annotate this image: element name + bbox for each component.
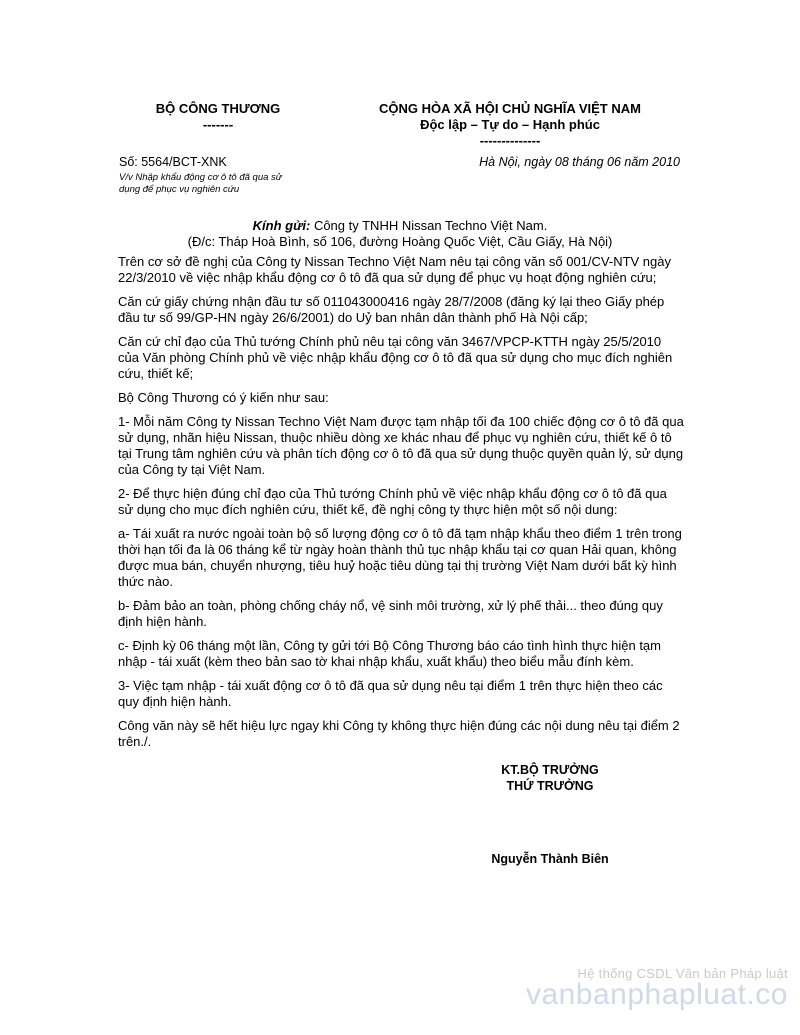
document-subject bbox=[119, 172, 319, 196]
signature-position-1: KT.BỘ TRƯỞNG bbox=[501, 763, 599, 777]
national-motto: Độc lập – Tự do – Hạnh phúc bbox=[420, 117, 600, 132]
national-header bbox=[360, 101, 660, 149]
motto-separator: -------------- bbox=[479, 133, 541, 148]
recipient-name: Công ty TNHH Nissan Techno Việt Nam. bbox=[310, 218, 548, 233]
body-paragraph: Bộ Công Thương có ý kiến như sau: bbox=[118, 390, 329, 405]
watermark-caption: Hệ thống CSDL Văn bản Pháp luật bbox=[577, 966, 788, 981]
body-paragraph: Trên cơ sở đề nghị của Công ty Nissan Techno Việt Nam nêu tại công văn số 001/CV-NTV ngày 22/3/2010 về việc nhập khẩu động cơ ô tô đã qua sử dụng để phục vụ hoạt động nghiên cứu; bbox=[118, 254, 671, 285]
document-body bbox=[118, 254, 684, 758]
country-name: CỘNG HÒA XÃ HỘI CHỦ NGHĨA VIỆT NAM bbox=[379, 101, 641, 116]
place-date: Hà Nội, ngày 08 tháng 06 năm 2010 bbox=[479, 155, 680, 169]
agency-header bbox=[138, 101, 298, 133]
watermark-site: vanbanphapluat.co bbox=[525, 978, 788, 1011]
recipient-block bbox=[110, 218, 690, 250]
recipient-line bbox=[110, 218, 690, 234]
body-paragraph: 2- Để thực hiện đúng chỉ đạo của Thủ tướng Chính phủ về việc nhập khẩu động cơ ô tô đã qua sử dụng cho mục đích nghiên cứu, thiết kế, đề nghị công ty thực hiện một số nội dung: bbox=[118, 486, 667, 517]
body-paragraph: c- Định kỳ 06 tháng một lần, Công ty gửi tới Bộ Công Thương báo cáo tình hình thực hiện tạm nhập - tái xuất (kèm theo bản sao tờ khai nhập khẩu, xuất khẩu) theo biểu mẫu đính kèm. bbox=[118, 638, 661, 669]
signer-name: Nguyễn Thành Biên bbox=[491, 852, 609, 866]
recipient-address: (Đ/c: Tháp Hoà Bình, số 106, đường Hoàng Quốc Việt, Cầu Giấy, Hà Nội) bbox=[187, 234, 613, 249]
signature-position-2: THỨ TRƯỞNG bbox=[506, 779, 594, 793]
agency-name: BỘ CÔNG THƯƠNG bbox=[155, 101, 281, 116]
body-paragraph: 1- Mỗi năm Công ty Nissan Techno Việt Nam được tạm nhập tối đa 100 chiếc động cơ ô tô đã qua sử dụng, nhãn hiệu Nissan, thuộc nhiều dòng xe khác nhau để phục vụ nghiên cứu, thiết kế ô tô tại Trung tâm nghiên cứu và phân tích động cơ ô tô đã qua sử dụng thuộc quyền quản lý, sử dụng của Công ty tại Việt Nam. bbox=[118, 414, 684, 477]
body-paragraph: Căn cứ giấy chứng nhận đầu tư số 011043000416 ngày 28/7/2008 (đăng ký lại theo Giấy phép đầu tư số 99/GP-HN ngày 26/6/2001) do Uỷ ban nhân dân thành phố Hà Nội cấp; bbox=[118, 294, 665, 325]
recipient-label: Kính gửi: bbox=[252, 218, 311, 233]
body-paragraph: a- Tái xuất ra nước ngoài toàn bộ số lượng động cơ ô tô đã tạm nhập khẩu theo điểm 1 trên trong thời hạn tối đa là 06 tháng kể từ ngày hoàn thành thủ tục nhập khẩu tại cơ quan Hải quan, không được mua bán, chuyển nhượng, tiêu huỷ hoặc tiêu dùng tại thị trường Việt Nam dưới bất kỳ hình thức nào. bbox=[118, 526, 682, 589]
body-paragraph: Công văn này sẽ hết hiệu lực ngay khi Công ty không thực hiện đúng các nội dung nêu tại điểm 2 trên./. bbox=[118, 718, 680, 749]
subject-line-1: V/v Nhập khẩu động cơ ô tô đã qua sử bbox=[119, 172, 282, 183]
body-paragraph: b- Đảm bảo an toàn, phòng chống cháy nổ, vệ sinh môi trường, xử lý phế thải... theo đúng quy định hiện hành. bbox=[118, 598, 663, 629]
agency-separator: ------- bbox=[202, 117, 234, 132]
subject-line-2: dụng để phục vụ nghiên cứu bbox=[119, 184, 240, 195]
body-paragraph: 3- Việc tạm nhập - tái xuất động cơ ô tô đã qua sử dụng nêu tại điểm 1 trên thực hiện theo các quy định hiện hành. bbox=[118, 678, 663, 709]
signature-block bbox=[440, 762, 660, 794]
document-number: Số: 5564/BCT-XNK bbox=[119, 155, 227, 169]
body-paragraph: Căn cứ chỉ đạo của Thủ tướng Chính phủ nêu tại công văn 3467/VPCP-KTTH ngày 25/5/2010 của Văn phòng Chính phủ về việc nhập khẩu động cơ ô tô đã qua sử dụng cho mục đích nghiên cứu, thiết kế; bbox=[118, 334, 673, 381]
